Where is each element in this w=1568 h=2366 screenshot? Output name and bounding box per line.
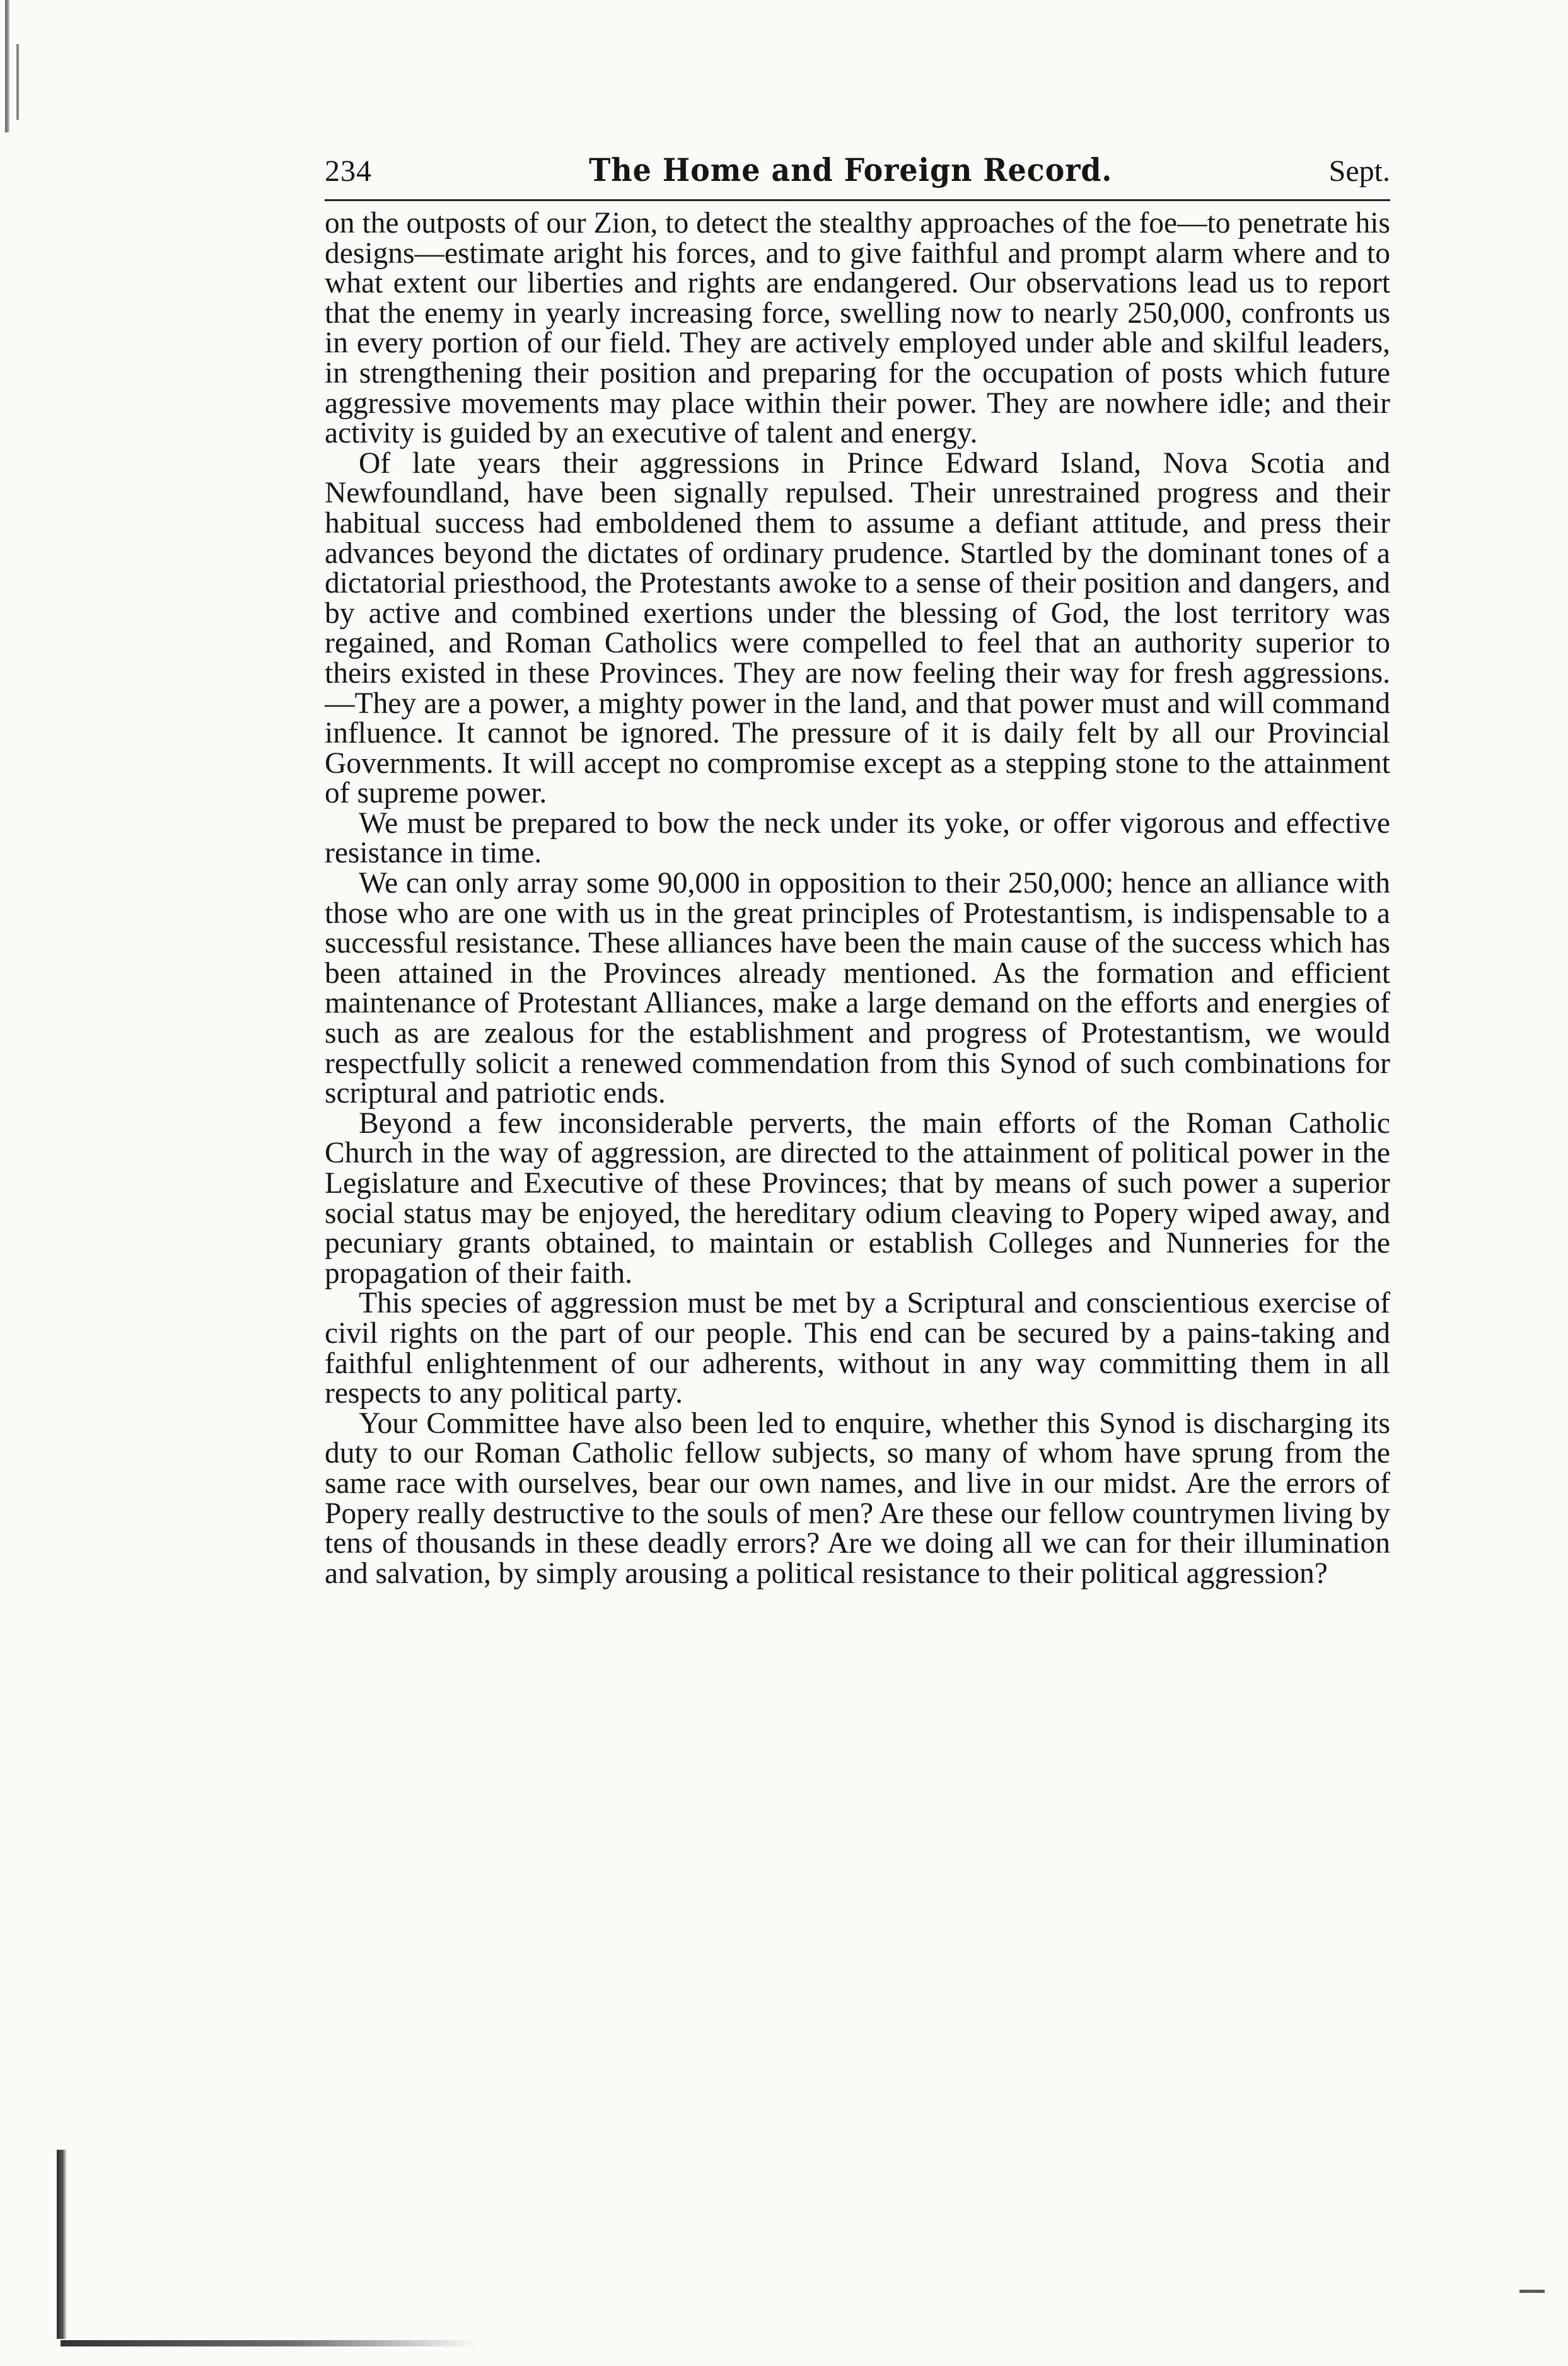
running-header: [325, 151, 1390, 195]
paragraph: We must be prepared to bow the neck under its yoke, or offer vigorous and effective resistance in time.: [325, 806, 1390, 870]
paragraph: Beyond a few inconsiderable perverts, the main efforts of the Roman Catholic Church in the way of aggression, are directed to the attainment of political power in the Legislature and Executive of these Provinces; that by means of such power a superior social status may be enjoyed, the hereditary odium cleaving to Popery wiped away, and pecuniary grants obtained, to maintain or establish Colleges and Nunneries for the propagation of their faith.: [325, 1106, 1390, 1290]
scan-edge-shadow-mark: [16, 44, 19, 120]
paragraph: Of late years their aggressions in Prince Edward Island, Nova Scotia and Newfoundland, have been signally repulsed. Their unrestrained progress and their habitual success had emboldened them to assume a defiant attitude, and press their advances beyond the dictates of ordinary prudence. Startled by the dominant tones of a dictatorial priesthood, the Protestants awoke to a sense of their position and dangers, and by active and combined exertions under the blessing of God, the lost territory was regained, and Roman Catholics were compelled to feel that an authority superior to theirs existed in these Provinces. They are now feeling their way for fresh aggressions.—They are a power, a mighty power in the land, and that power must and will command influence. It cannot be ignored. The pressure of it is daily felt by all our Provincial Governments. It will accept no compromise except as a stepping stone to the attainment of supreme power.: [325, 446, 1390, 810]
paragraph: Your Committee have also been led to enquire, whether this Synod is discharging its duty to our Roman Catholic fellow subjects, so many of whom have sprung from the same race with ourselves, bear our own names, and live in our midst. Are the errors of Popery really destructive to the souls of men? Are these our fellow countrymen living by tens of thousands in these deadly errors? Are we doing all we can for their illumination and salvation, by simply arousing a political resistance to their political aggression?: [325, 1406, 1390, 1590]
page-number: 234: [325, 154, 372, 188]
header-month: Sept.: [1328, 154, 1390, 188]
page: [325, 151, 1390, 1589]
paragraph: on the outposts of our Zion, to detect the stealthy approaches of the foe—to penetrate his designs—estimate aright his forces, and to give faithful and prompt alarm where and to what extent our liberties and rights are endangered. Our observations lead us to report that the enemy in yearly increasing force, swelling now to nearly 250,000, confronts us in every portion of our field. They are actively employed under able and skilful leaders, in strengthening their position and preparing for the occupation of posts which future aggressive movements may place within their power. They are nowhere idle; and their activity is guided by an executive of talent and energy.: [325, 207, 1390, 450]
header-rule: [325, 199, 1390, 201]
scan-edge-shadow-bottom: [57, 2150, 67, 2339]
article-body: [325, 209, 1390, 1589]
paragraph: This species of aggression must be met by a Scriptural and conscientious exercise of civil rights on the part of our people. This end can be secured by a pains-taking and faithful enlightenment of our adherents, without in any way committing them in all respects to any political party.: [325, 1287, 1390, 1410]
scan-edge-shadow-top: [5, 0, 10, 132]
scan-speck: [1519, 2290, 1545, 2293]
scan-binding-shadow: [61, 2340, 477, 2346]
paragraph: We can only array some 90,000 in opposition to their 250,000; hence an alliance with those who are one with us in the great principles of Protestantism, is indispensable to a successful resistance. These alliances have been the main cause of the success which has been attained in the Provinces already mentioned. As the formation and efficient maintenance of Protestant Alliances, make a large demand on the efforts and energies of such as are zealous for the establishment and progress of Protestantism, we would respectfully solicit a renewed commendation from this Synod of such combinations for scriptural and patriotic ends.: [325, 867, 1390, 1110]
running-title: The Home and Foreign Record.: [588, 151, 1112, 188]
